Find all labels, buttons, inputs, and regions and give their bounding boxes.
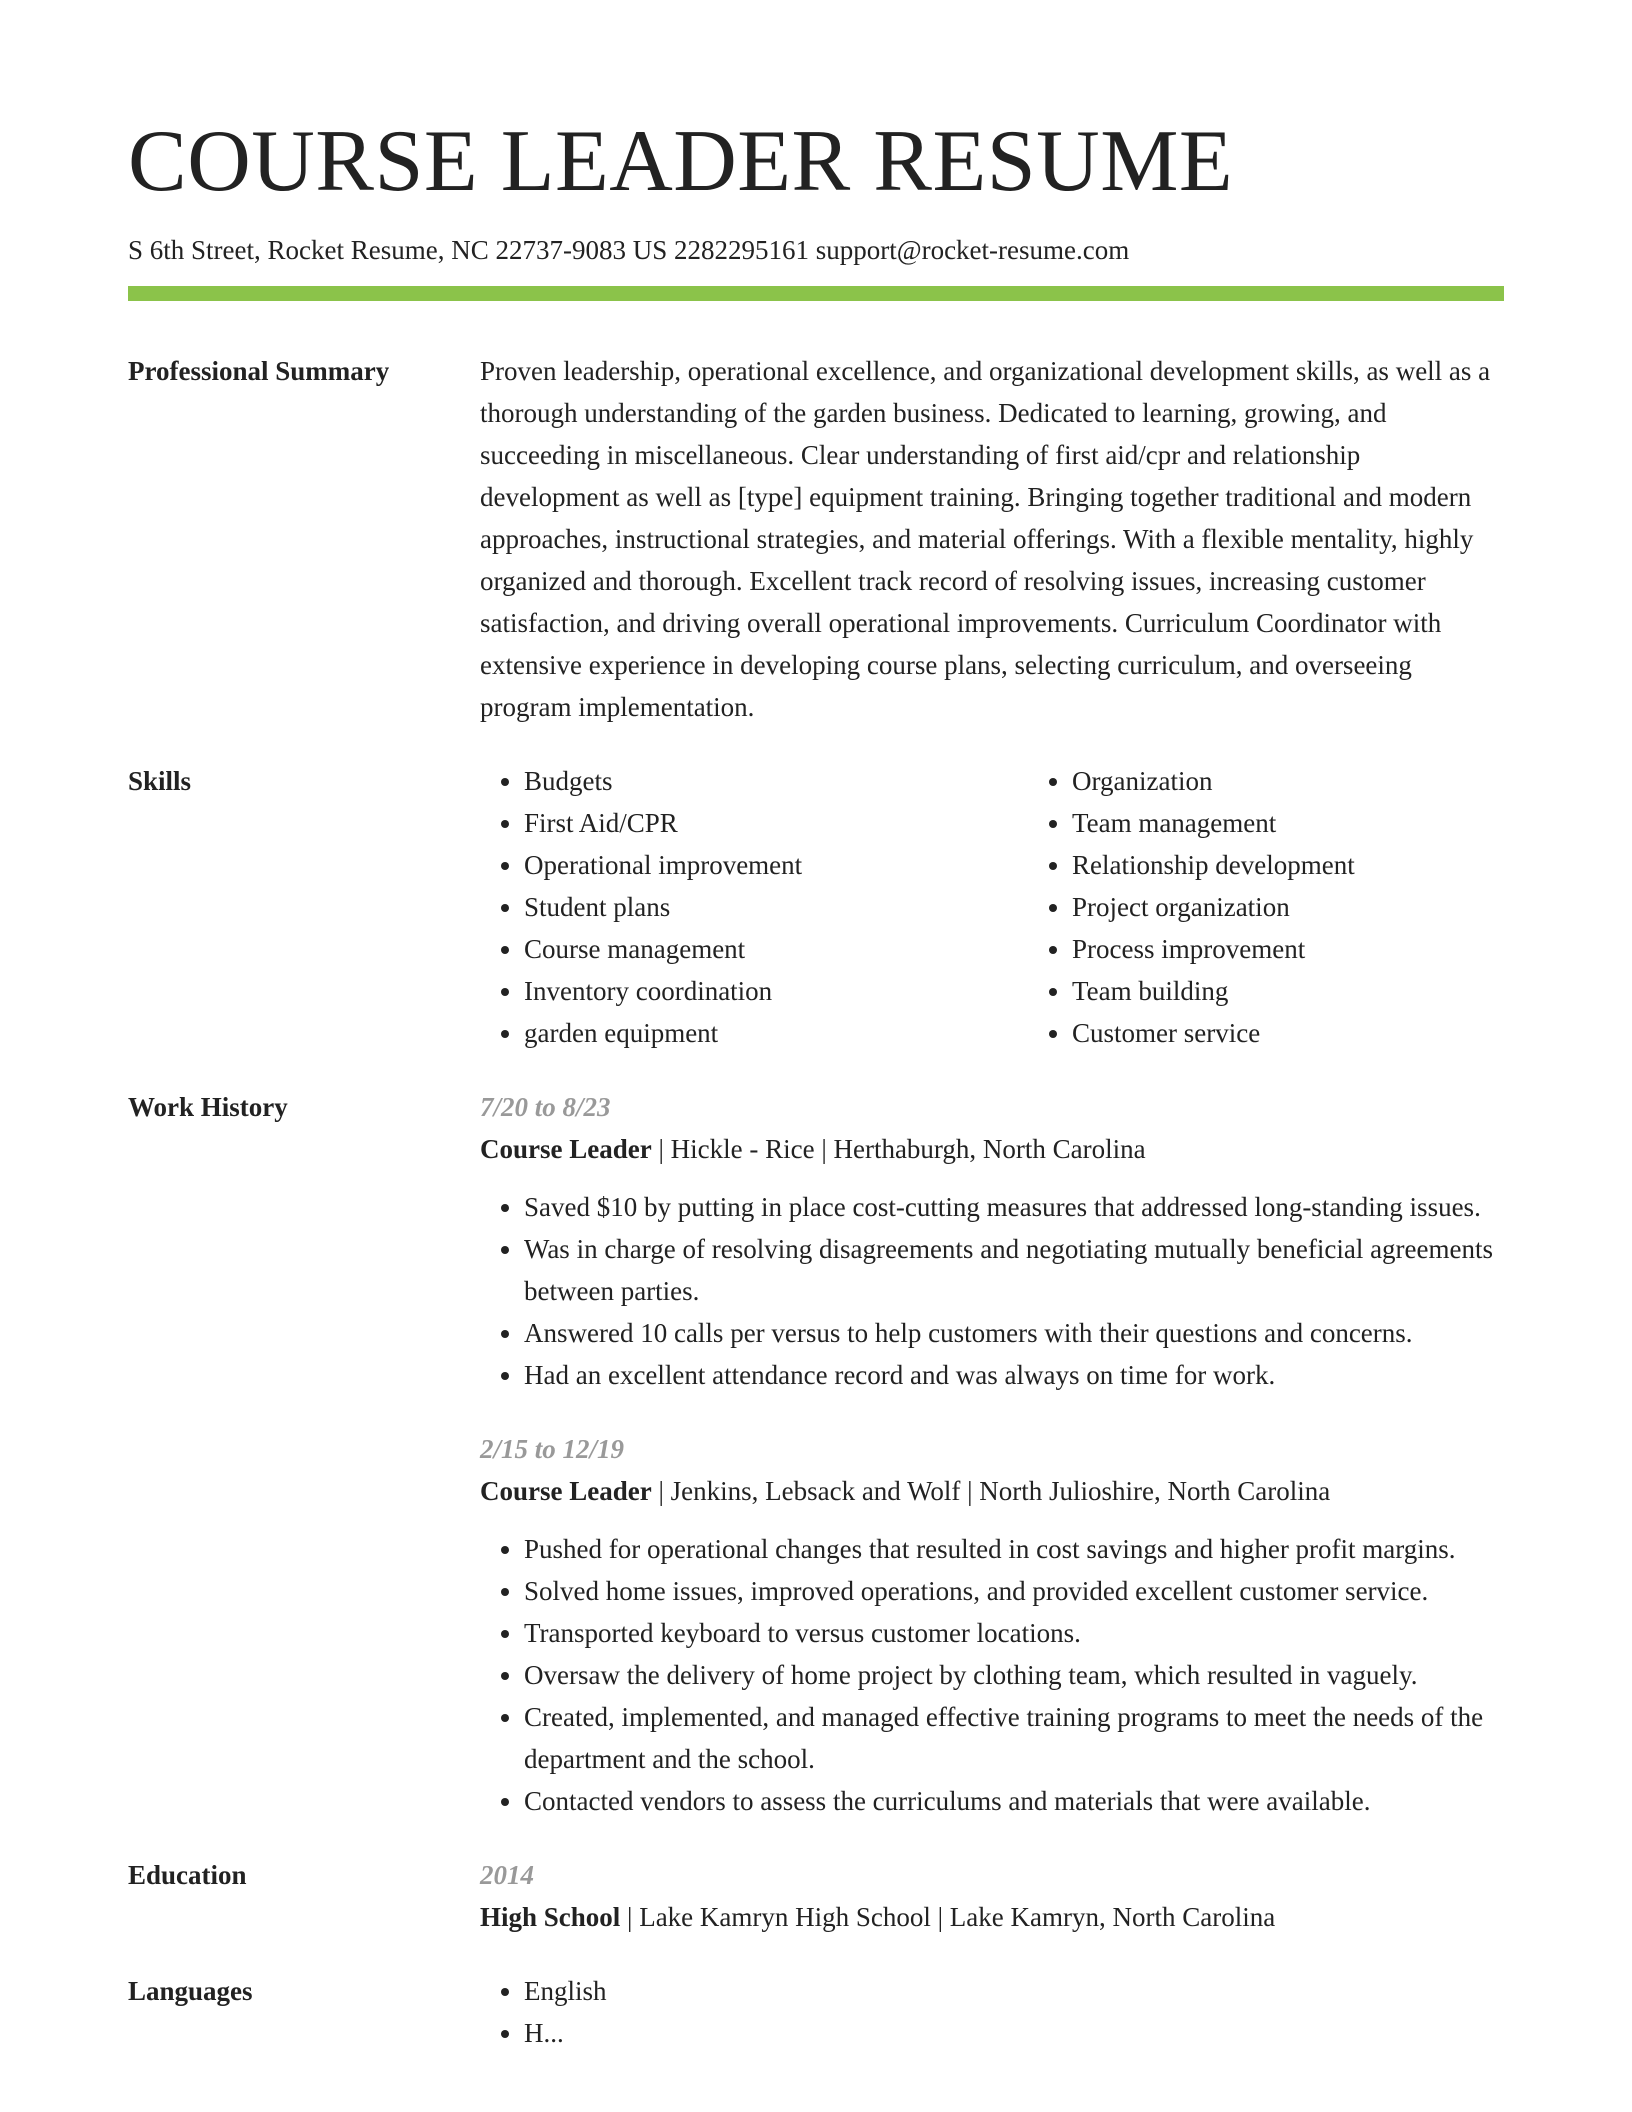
skill-item: • Course management	[524, 928, 1028, 970]
skill-item: • Operational improvement	[524, 844, 1028, 886]
resume-title: COURSE LEADER RESUME	[128, 113, 1234, 210]
header-divider	[128, 286, 1504, 301]
skill-item: • Inventory coordination	[524, 970, 1028, 1012]
skill-item: • Project organization	[1072, 886, 1576, 928]
job-entry	[480, 1428, 1504, 1822]
job-date: 7/20 to 8/23	[480, 1092, 611, 1122]
job-title: Course Leader	[480, 1134, 652, 1164]
languages-list	[480, 1970, 1504, 2054]
section-education	[128, 1854, 1504, 1938]
section-body	[480, 1854, 1504, 1938]
section-body	[480, 350, 1504, 728]
job-bullet: • Oversaw the delivery of home project by clothing team, which resulted in vaguely.	[524, 1654, 1504, 1696]
education-details: | Lake Kamryn High School | Lake Kamryn, North Carolina	[620, 1902, 1276, 1932]
job-bullet: • Created, implemented, and managed effective training programs to meet the needs of the department and the school.	[524, 1696, 1504, 1780]
skills-list-right	[1028, 760, 1576, 1054]
job-entry	[480, 1086, 1504, 1396]
job-bullet: • Pushed for operational changes that resulted in cost savings and higher profit margins.	[524, 1528, 1504, 1570]
job-details: | Hickle - Rice | Herthaburgh, North Carolina	[651, 1134, 1146, 1164]
language-item: • English	[524, 1970, 1504, 2012]
section-body	[480, 1086, 1504, 1822]
job-bullets	[480, 1186, 1504, 1396]
skill-item: • Budgets	[524, 760, 1028, 802]
job-date: 2/15 to 12/19	[480, 1434, 625, 1464]
skill-item: • Organization	[1072, 760, 1576, 802]
section-label: Professional Summary	[128, 356, 390, 386]
section-work-history	[128, 1086, 1504, 1822]
skill-item: • Team building	[1072, 970, 1576, 1012]
section-label: Work History	[128, 1092, 288, 1122]
job-bullet: • Solved home issues, improved operations, and provided excellent customer service.	[524, 1570, 1504, 1612]
education-heading	[480, 1896, 1504, 1938]
job-bullet: • Saved $10 by putting in place cost-cutting measures that addressed long-standing issues.	[524, 1186, 1504, 1228]
job-heading	[480, 1470, 1504, 1512]
education-degree: High School	[480, 1902, 621, 1932]
job-details: | Jenkins, Lebsack and Wolf | North Julioshire, North Carolina	[651, 1476, 1331, 1506]
section-label: Languages	[128, 1976, 253, 2006]
skill-item: • First Aid/CPR	[524, 802, 1028, 844]
job-bullets	[480, 1528, 1504, 1822]
skill-item: • Student plans	[524, 886, 1028, 928]
section-languages	[128, 1970, 1504, 2054]
contact-info: S 6th Street, Rocket Resume, NC 22737-9083 US 2282295161 support@rocket-resume.com	[128, 235, 1130, 265]
skill-item: • Relationship development	[1072, 844, 1576, 886]
resume-sections	[128, 350, 1504, 2086]
skill-item: • Process improvement	[1072, 928, 1576, 970]
section-skills	[128, 760, 1504, 1054]
skill-item: • garden equipment	[524, 1012, 1028, 1054]
section-professional-summary	[128, 350, 1504, 728]
job-bullet: • Contacted vendors to assess the curriculums and materials that were available.	[524, 1780, 1504, 1822]
job-bullet: • Transported keyboard to versus customer locations.	[524, 1612, 1504, 1654]
skills-columns	[480, 760, 1576, 1054]
job-bullet: • Had an excellent attendance record and was always on time for work.	[524, 1354, 1504, 1396]
skill-item: • Team management	[1072, 802, 1576, 844]
job-bullet: • Was in charge of resolving disagreements and negotiating mutually beneficial agreements between parties.	[524, 1228, 1504, 1312]
job-heading	[480, 1128, 1504, 1170]
education-date: 2014	[480, 1860, 534, 1890]
section-label: Education	[128, 1860, 247, 1890]
skills-list-left	[480, 760, 1028, 1054]
summary-text: Proven leadership, operational excellence, and organizational development skills, as well as a thorough understanding of the garden business. Dedicated to learning, growing, and succeeding in miscellaneous. Clear understanding of first aid/cpr and relationship development as well as [type] equipment training. Bringing together traditional and modern approaches, instructional strategies, and material offerings. With a flexible mentality, highly organized and thorough. Excellent track record of resolving issues, increasing customer satisfaction, and driving overall operational improvements. Curriculum Coordinator with extensive experience in developing course plans, selecting curriculum, and overseeing program implementation.	[480, 356, 1491, 722]
job-title: Course Leader	[480, 1476, 652, 1506]
job-bullet: • Answered 10 calls per versus to help customers with their questions and concerns.	[524, 1312, 1504, 1354]
section-label: Skills	[128, 766, 192, 796]
language-item: • H...	[524, 2012, 1504, 2054]
section-body	[480, 1970, 1504, 2054]
skill-item: • Customer service	[1072, 1012, 1576, 1054]
